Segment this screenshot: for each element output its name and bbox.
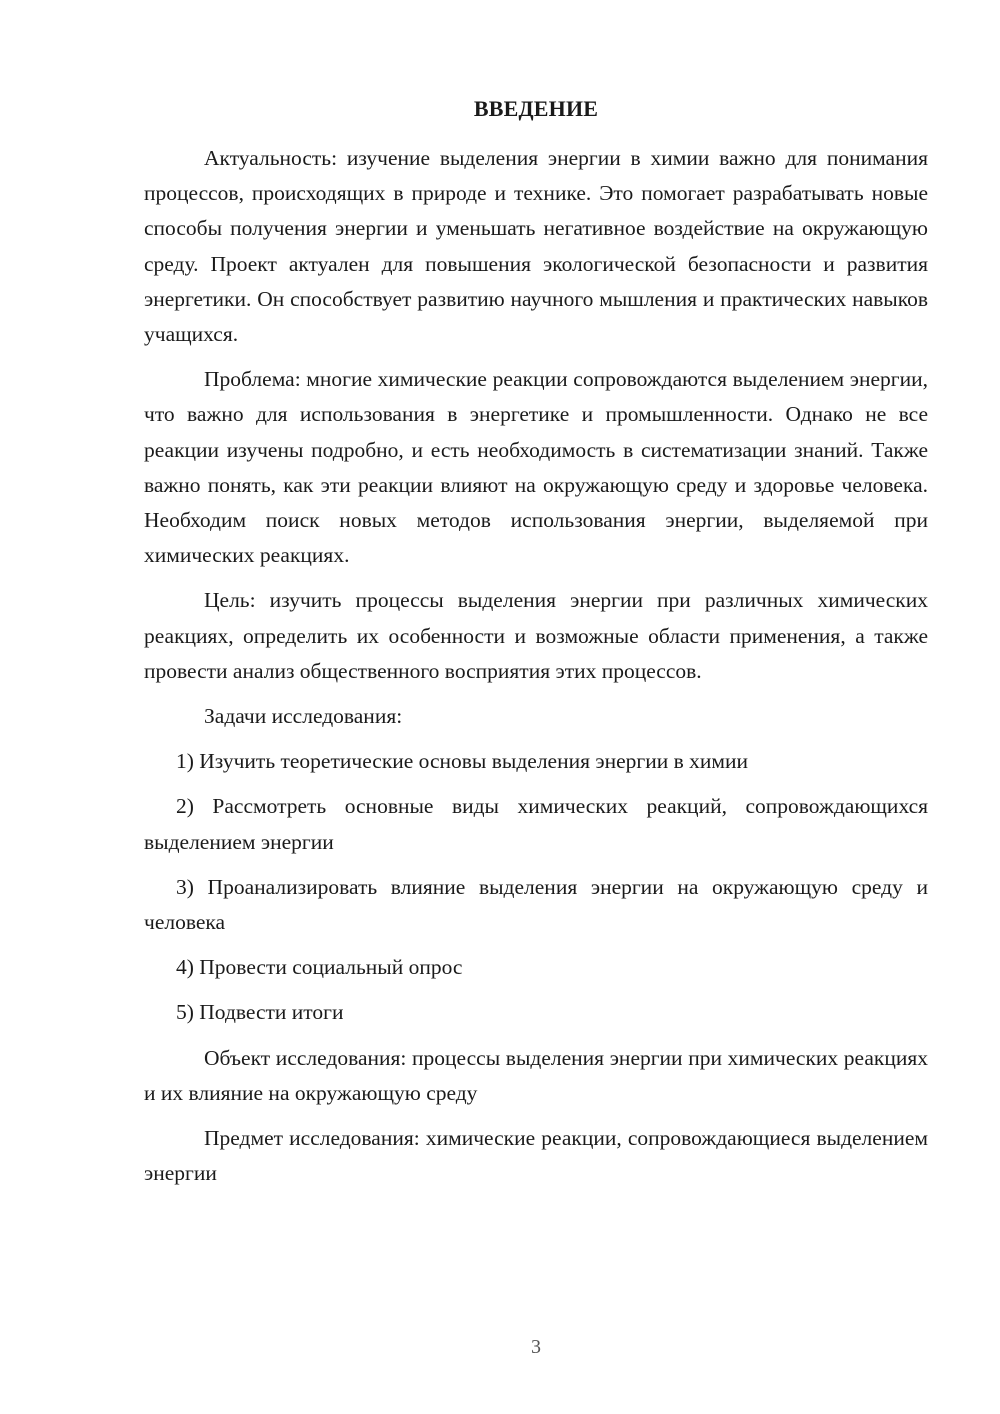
goal-paragraph: Цель: изучить процессы выделения энергии при различных химических реакциях, определить их особенности и возможные области применения, а также провести анализ общественного восприятия этих процессов.	[144, 588, 928, 683]
object-paragraph: Объект исследования: процессы выделения энергии при химических реакциях и их влияние на окружающую среду	[144, 1045, 928, 1105]
task-item-5: 5) Подвести итоги	[176, 1000, 344, 1025]
problem-paragraph: Проблема: многие химические реакции сопровождаются выделением энергии, что важно для использования в энергетике и промышленности. Однако не все реакции изучены подробно, и есть необходимость в систематизации знаний. Также важно понять, как эти реакции влияют на окружающую среду и здоровье человека. Необходим поиск новых методов использования энергии, выделяемой при химических реакциях.	[144, 367, 928, 568]
page-number: 3	[531, 1336, 541, 1358]
tasks-heading: Задачи исследования:	[204, 704, 403, 729]
task-item-4: 4) Провести социальный опрос	[176, 955, 463, 980]
task-item-2: 2) Рассмотреть основные виды химических реакций, сопровождающихся выделением энергии	[144, 794, 928, 854]
task-item-1: 1) Изучить теоретические основы выделения энергии в химии	[176, 749, 748, 774]
task-item-3: 3) Проанализировать влияние выделения энергии на окружающую среду и человека	[144, 874, 928, 935]
document-body	[144, 141, 928, 1201]
relevance-paragraph: Актуальность: изучение выделения энергии в химии важно для понимания процессов, происходящих в природе и технике. Это помогает разрабатывать новые способы получения энергии и уменьшать негативное воздействие на окружающую среду. Проект актуален для повышения экологической безопасности и развития энергетики. Он способствует развитию научного мышления и практических навыков учащихся.	[144, 146, 928, 347]
subject-paragraph: Предмет исследования: химические реакции, сопровождающиеся выделением энергии	[144, 1126, 928, 1186]
section-title: ВВЕДЕНИЕ	[473, 96, 599, 121]
